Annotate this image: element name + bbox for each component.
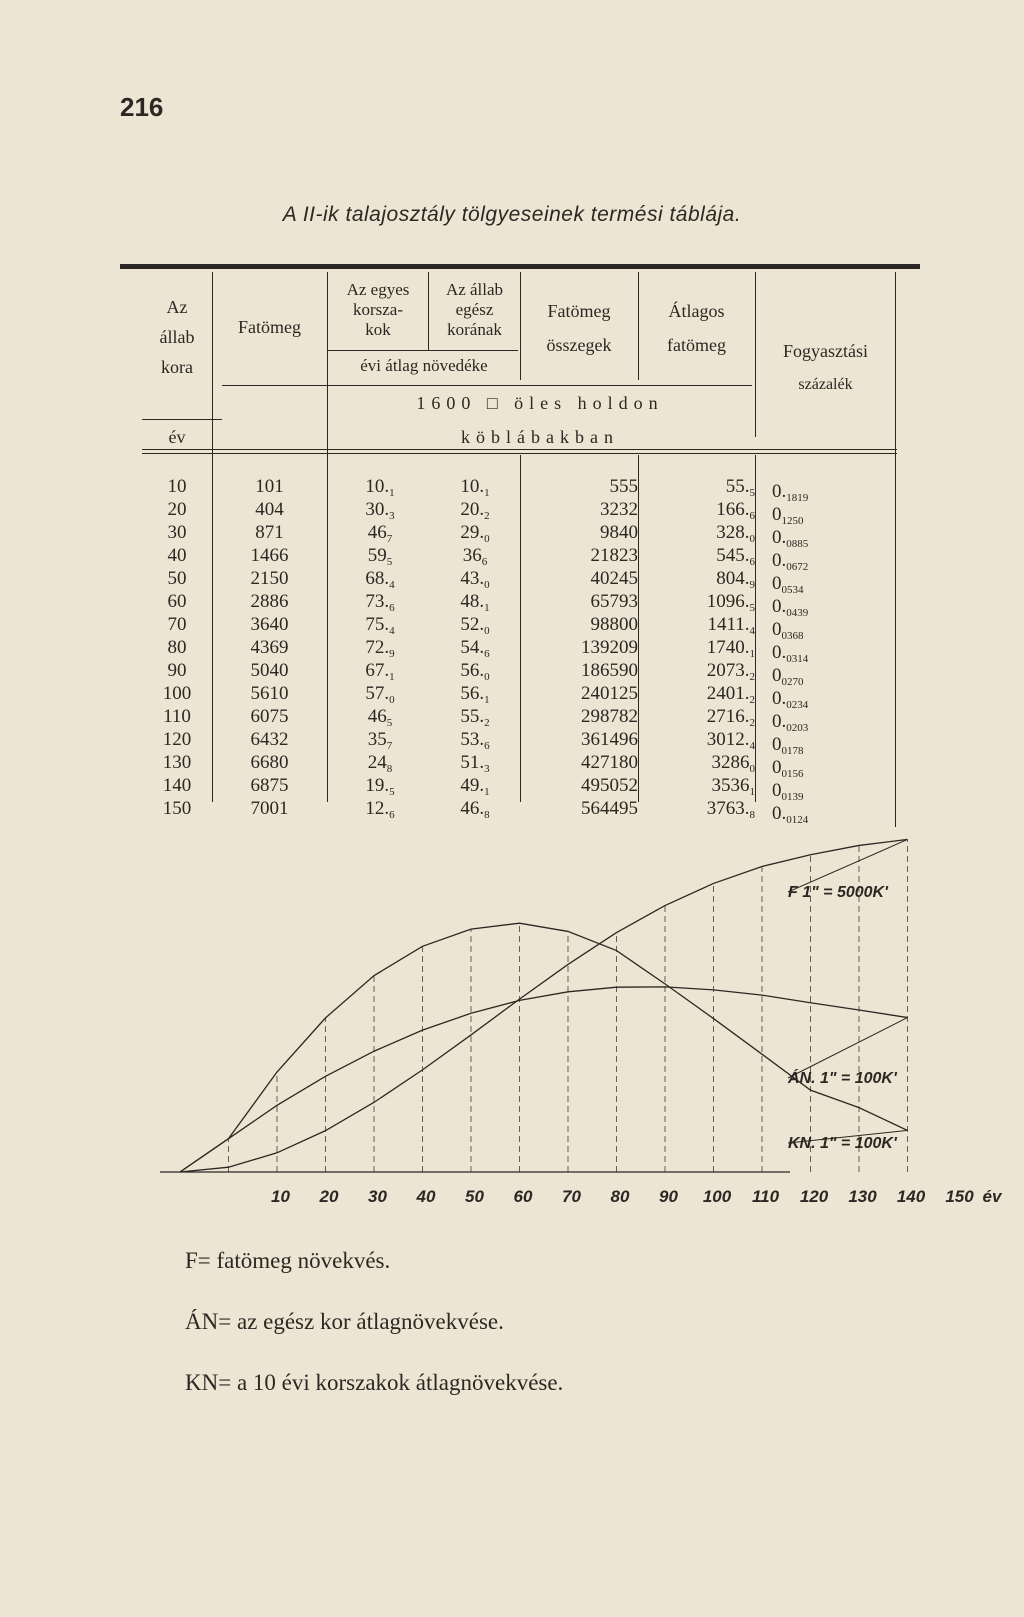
cell-pct: $0._{0203}$ <box>772 711 809 734</box>
x-tick-label: 50 <box>465 1187 484 1206</box>
cell-pct: $0._{0672}$ <box>772 550 809 573</box>
cell-avg: $1096._5$ <box>706 591 755 614</box>
cell-whole-growth: $36_6$ <box>462 545 488 568</box>
legend-item-kn: KN= a 10 évi korszakok átlagnövekvése. <box>185 1370 564 1395</box>
x-tick-label: 80 <box>610 1187 630 1206</box>
header-fatomeg: Fatömeg <box>238 317 301 337</box>
header-avg: Átlagos fatömeg <box>667 301 726 355</box>
cell-pct: $0_{0139}$ <box>772 780 804 803</box>
table-title: A II-ik talajosztály tölgyeseinek termési táblája. <box>282 203 742 226</box>
cell-pct: $0_{0534}$ <box>772 573 804 596</box>
cell-avg: $55._5$ <box>725 476 755 499</box>
x-tick-label: 150 <box>945 1187 974 1206</box>
cell-sum: 21823 <box>590 545 638 566</box>
cell-period-growth: $57._0$ <box>365 683 395 706</box>
cell-period-growth: $73._6$ <box>365 591 395 614</box>
x-tick-label: 120 <box>799 1187 829 1206</box>
cell-whole-growth: $51._3$ <box>460 752 490 775</box>
cell-whole-growth: $29._0$ <box>460 522 490 545</box>
cell-period-growth: $75._4$ <box>365 614 395 637</box>
cell-avg: $166._6$ <box>716 499 755 522</box>
cell-period-growth: $46_5$ <box>367 706 393 729</box>
cell-age: 90 <box>167 660 187 681</box>
cell-age: 70 <box>167 614 187 635</box>
cell-fatomeg: 6432 <box>250 729 289 750</box>
x-tick-label: 60 <box>513 1187 533 1206</box>
cell-age: 10 <box>167 476 187 497</box>
cell-pct: $0._{0314}$ <box>772 642 809 665</box>
legend-item-f: F= fatömeg növekvés. <box>185 1248 391 1273</box>
cell-pct: $0_{0156}$ <box>772 757 804 780</box>
header-age-unit: év <box>168 427 186 447</box>
header-period: Az egyes korsza- kok <box>346 280 410 339</box>
cell-fatomeg: 6875 <box>250 775 289 796</box>
cell-age: 30 <box>167 522 187 543</box>
cell-pct: $0_{1250}$ <box>772 504 804 527</box>
cell-avg: $3286_0$ <box>711 752 755 775</box>
x-tick-label: 140 <box>896 1187 926 1206</box>
cell-whole-growth: $56._0$ <box>460 660 490 683</box>
cell-whole-growth: $55._2$ <box>460 706 490 729</box>
cell-age: 150 <box>162 798 192 819</box>
cell-avg: $2073._2$ <box>706 660 755 683</box>
cell-whole-growth: $48._1$ <box>460 591 490 614</box>
cell-sum: 298782 <box>581 706 638 727</box>
cell-fatomeg: 871 <box>255 522 284 543</box>
cell-age: 50 <box>167 568 187 589</box>
cell-avg: $3536_1$ <box>711 775 755 798</box>
series-leader <box>788 1018 908 1078</box>
cell-fatomeg: 7001 <box>250 798 289 819</box>
cell-period-growth: $30._3$ <box>365 499 395 522</box>
cell-fatomeg: 2886 <box>250 591 289 612</box>
header-growth-label: évi átlag növedéke <box>360 356 488 375</box>
cell-sum: 65793 <box>590 591 638 612</box>
x-tick-label: 40 <box>416 1187 436 1206</box>
x-tick-label: 130 <box>848 1187 877 1206</box>
series-label: KN. 1" = 100K' <box>788 1135 897 1152</box>
cell-period-growth: $19._5$ <box>365 775 395 798</box>
header-unit-volume: köblábakban <box>461 427 619 447</box>
cell-whole-growth: $53._6$ <box>460 729 490 752</box>
cell-whole-growth: $49._1$ <box>460 775 490 798</box>
x-tick-label: 30 <box>368 1187 387 1206</box>
x-tick-label: 20 <box>319 1187 339 1206</box>
cell-period-growth: $72._9$ <box>365 637 395 660</box>
cell-avg: $3012._4$ <box>706 729 755 752</box>
cell-fatomeg: 1466 <box>250 545 289 566</box>
cell-period-growth: $59_5$ <box>367 545 393 568</box>
cell-whole-growth: $43._0$ <box>460 568 490 591</box>
cell-period-growth: $10._1$ <box>365 476 395 499</box>
cell-sum: 361496 <box>581 729 638 750</box>
cell-age: 40 <box>167 545 187 566</box>
cell-age: 100 <box>162 683 192 704</box>
cell-age: 120 <box>162 729 192 750</box>
cell-avg: $2716._2$ <box>706 706 755 729</box>
cell-avg: $1740._1$ <box>706 637 755 660</box>
series-label: ÁN. 1" = 100K' <box>788 1070 897 1087</box>
cell-period-growth: $35_7$ <box>367 729 393 752</box>
cell-age: 20 <box>167 499 187 520</box>
x-tick-label: 90 <box>659 1187 678 1206</box>
cell-age: 140 <box>162 775 192 796</box>
cell-sum: 9840 <box>600 522 638 543</box>
cell-sum: 40245 <box>590 568 638 589</box>
cell-sum: 555 <box>609 476 638 497</box>
header-pct: Fogyasztási százalék <box>783 341 868 393</box>
cell-pct: $0_{0178}$ <box>772 734 804 757</box>
cell-fatomeg: 3640 <box>250 614 289 635</box>
cell-age: 130 <box>162 752 192 773</box>
cell-avg: $3763._8$ <box>706 798 755 821</box>
header-age: Az állab kora <box>159 297 195 377</box>
cell-sum: 564495 <box>581 798 638 819</box>
cell-period-growth: $67._1$ <box>365 660 395 683</box>
cell-sum: 240125 <box>581 683 638 704</box>
cell-sum: 186590 <box>581 660 638 681</box>
x-tick-label: 100 <box>702 1187 732 1206</box>
cell-period-growth: $24_8$ <box>367 752 393 775</box>
x-tick-label: 10 <box>271 1187 290 1206</box>
cell-fatomeg: 404 <box>255 499 284 520</box>
cell-sum: 427180 <box>581 752 638 773</box>
cell-period-growth: $68._4$ <box>365 568 395 591</box>
cell-sum: 3232 <box>600 499 638 520</box>
x-tick-label: 110 <box>751 1187 780 1206</box>
cell-period-growth: $46_7$ <box>367 522 393 545</box>
cell-period-growth: $12._6$ <box>365 798 395 821</box>
cell-sum: 495052 <box>581 775 638 796</box>
header-unit-area: 1600 □ öles holdon <box>416 393 664 413</box>
cell-whole-growth: $10._1$ <box>460 476 490 499</box>
cell-fatomeg: 5040 <box>250 660 289 681</box>
cell-age: 110 <box>163 706 191 727</box>
cell-pct: $0._{0124}$ <box>772 803 809 826</box>
cell-sum: 139209 <box>581 637 638 658</box>
cell-avg: $328._0$ <box>716 522 755 545</box>
cell-age: 60 <box>167 591 187 612</box>
cell-whole-growth: $54._6$ <box>460 637 490 660</box>
cell-pct: $0._{0439}$ <box>772 596 809 619</box>
cell-fatomeg: 6075 <box>250 706 289 727</box>
cell-whole-growth: $20._2$ <box>460 499 490 522</box>
x-axis-unit: év <box>982 1187 1002 1206</box>
x-tick-label: 70 <box>562 1187 581 1206</box>
cell-whole-growth: $52._0$ <box>460 614 490 637</box>
cell-pct: $0._{1819}$ <box>772 481 809 504</box>
legend-item-an: ÁN= az egész kor átlagnövekvése. <box>185 1309 504 1334</box>
cell-fatomeg: 5610 <box>250 683 289 704</box>
cell-fatomeg: 101 <box>255 476 284 497</box>
cell-pct: $0_{0270}$ <box>772 665 804 688</box>
header-sums: Fatömeg összegek <box>546 301 612 355</box>
cell-sum: 98800 <box>590 614 638 635</box>
cell-fatomeg: 2150 <box>250 568 289 589</box>
page-number: 216 <box>120 92 164 122</box>
header-whole: Az állab egész korának <box>445 280 504 339</box>
cell-avg: $2401._2$ <box>706 683 755 706</box>
cell-fatomeg: 6680 <box>250 752 289 773</box>
series-label: F 1" = 5000K' <box>788 884 888 901</box>
cell-fatomeg: 4369 <box>250 637 289 658</box>
cell-whole-growth: $56._1$ <box>460 683 490 706</box>
cell-avg: $1411._4$ <box>707 614 755 637</box>
cell-pct: $0._{0885}$ <box>772 527 809 550</box>
cell-whole-growth: $46._8$ <box>460 798 490 821</box>
cell-pct: $0._{0234}$ <box>772 688 809 711</box>
cell-age: 80 <box>167 637 187 658</box>
cell-pct: $0_{0368}$ <box>772 619 804 642</box>
cell-avg: $804._9$ <box>716 568 755 591</box>
cell-avg: $545._6$ <box>716 545 755 568</box>
